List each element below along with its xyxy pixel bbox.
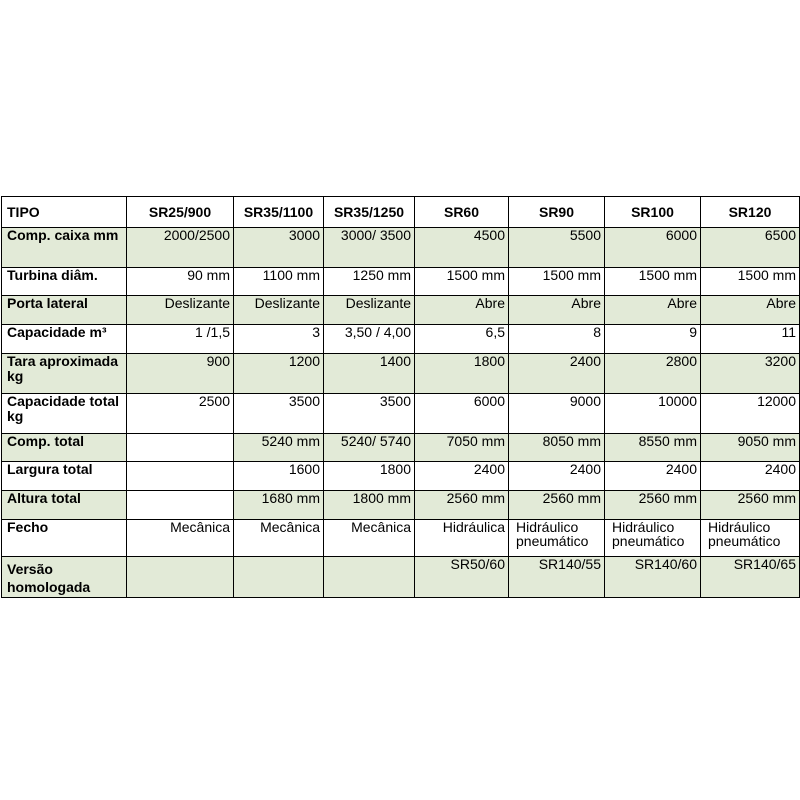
table-cell: 5240 mm [234, 434, 324, 462]
header-cell-sr60: SR60 [415, 197, 509, 228]
table-cell: 5240/ 5740 [324, 434, 415, 462]
table-cell: 1500 mm [605, 268, 701, 296]
row-largura-total [2, 462, 800, 491]
table-cell: 6500 [701, 228, 800, 268]
row-label: Comp. caixa mm [2, 228, 127, 268]
table-cell: Mecânica [234, 520, 324, 557]
table-cell: 900 [127, 354, 234, 394]
table-cell [324, 557, 415, 598]
row-capacidade-m3 [2, 325, 800, 354]
table-cell: 3500 [234, 394, 324, 434]
row-versao-homologada [2, 557, 800, 598]
table-cell: 9 [605, 325, 701, 354]
spec-table [1, 196, 800, 598]
table-cell: 2400 [509, 354, 605, 394]
table-cell: 2400 [701, 462, 800, 491]
table-cell: 1800 [415, 354, 509, 394]
header-cell-tipo: TIPO [2, 197, 127, 228]
table-cell: 2560 mm [605, 491, 701, 520]
row-porta-lateral [2, 296, 800, 325]
table-cell: 3 [234, 325, 324, 354]
table-cell: 2560 mm [509, 491, 605, 520]
table-cell: 90 mm [127, 268, 234, 296]
table-cell: 1680 mm [234, 491, 324, 520]
table-cell: 1500 mm [415, 268, 509, 296]
table-cell: Abre [509, 296, 605, 325]
row-label: Capacidade m³ [2, 325, 127, 354]
table-cell [127, 557, 234, 598]
table-cell: 1500 mm [509, 268, 605, 296]
table-cell [127, 434, 234, 462]
table-cell: 1600 [234, 462, 324, 491]
row-turbina [2, 268, 800, 296]
header-cell-sr120: SR120 [701, 197, 800, 228]
table-cell: Abre [701, 296, 800, 325]
table-cell: SR140/65 [701, 557, 800, 598]
table-cell: 8550 mm [605, 434, 701, 462]
table-cell: 1800 [324, 462, 415, 491]
table-cell: 12000 [701, 394, 800, 434]
table-cell: Hidráulico pneumático [605, 520, 701, 557]
table-cell: 5500 [509, 228, 605, 268]
table-cell: 6000 [605, 228, 701, 268]
row-label: Versão homologada [2, 557, 127, 598]
table-cell: 3000 [234, 228, 324, 268]
row-comp-caixa [2, 228, 800, 268]
row-label: Capacidade total kg [2, 394, 127, 434]
table-cell: Deslizante [324, 296, 415, 325]
table-cell: 1250 mm [324, 268, 415, 296]
table-cell: Hidráulico pneumático [701, 520, 800, 557]
table-cell: Mecânica [324, 520, 415, 557]
header-row [2, 197, 800, 228]
table-cell: 4500 [415, 228, 509, 268]
table-cell: 1200 [234, 354, 324, 394]
table-cell: 9050 mm [701, 434, 800, 462]
row-label: Altura total [2, 491, 127, 520]
table-cell: 6000 [415, 394, 509, 434]
table-cell: SR50/60 [415, 557, 509, 598]
table-cell: Deslizante [127, 296, 234, 325]
table-cell: 7050 mm [415, 434, 509, 462]
row-label: Largura total [2, 462, 127, 491]
row-label: Fecho [2, 520, 127, 557]
table-cell: 3200 [701, 354, 800, 394]
table-cell: SR140/55 [509, 557, 605, 598]
table-cell: 8 [509, 325, 605, 354]
table-cell: 1100 mm [234, 268, 324, 296]
table-cell: 3,50 / 4,00 [324, 325, 415, 354]
row-label: Comp. total [2, 434, 127, 462]
row-capacidade-total [2, 394, 800, 434]
table-cell: Hidráulica [415, 520, 509, 557]
row-tara [2, 354, 800, 394]
header-cell-sr100: SR100 [605, 197, 701, 228]
table-cell: Abre [415, 296, 509, 325]
table-cell: 6,5 [415, 325, 509, 354]
row-label: Turbina diâm. [2, 268, 127, 296]
table-cell: 2560 mm [701, 491, 800, 520]
table-cell: 1800 mm [324, 491, 415, 520]
table-cell: 2400 [415, 462, 509, 491]
header-cell-sr35-1100: SR35/1100 [234, 197, 324, 228]
table-cell [127, 491, 234, 520]
table-cell: SR140/60 [605, 557, 701, 598]
row-comp-total [2, 434, 800, 462]
header-cell-sr25-900: SR25/900 [127, 197, 234, 228]
table-cell: 3000/ 3500 [324, 228, 415, 268]
table-cell: 2560 mm [415, 491, 509, 520]
table-cell: 8050 mm [509, 434, 605, 462]
table-cell: Abre [605, 296, 701, 325]
table-cell: Deslizante [234, 296, 324, 325]
table-cell: 2400 [605, 462, 701, 491]
row-altura-total [2, 491, 800, 520]
table-cell: 2400 [509, 462, 605, 491]
table-cell: Mecânica [127, 520, 234, 557]
table-cell [127, 462, 234, 491]
table-cell: 1 /1,5 [127, 325, 234, 354]
table-cell: 3500 [324, 394, 415, 434]
header-cell-sr35-1250: SR35/1250 [324, 197, 415, 228]
table-cell: 1500 mm [701, 268, 800, 296]
table-cell: 10000 [605, 394, 701, 434]
table-cell: Hidráulico pneumático [509, 520, 605, 557]
table-cell: 9000 [509, 394, 605, 434]
row-label: Tara aproximada kg [2, 354, 127, 394]
row-fecho [2, 520, 800, 557]
table-cell: 2800 [605, 354, 701, 394]
table-cell: 1400 [324, 354, 415, 394]
row-label: Porta lateral [2, 296, 127, 325]
table-cell: 2500 [127, 394, 234, 434]
header-cell-sr90: SR90 [509, 197, 605, 228]
table-cell [234, 557, 324, 598]
table-cell: 2000/2500 [127, 228, 234, 268]
table-cell: 11 [701, 325, 800, 354]
